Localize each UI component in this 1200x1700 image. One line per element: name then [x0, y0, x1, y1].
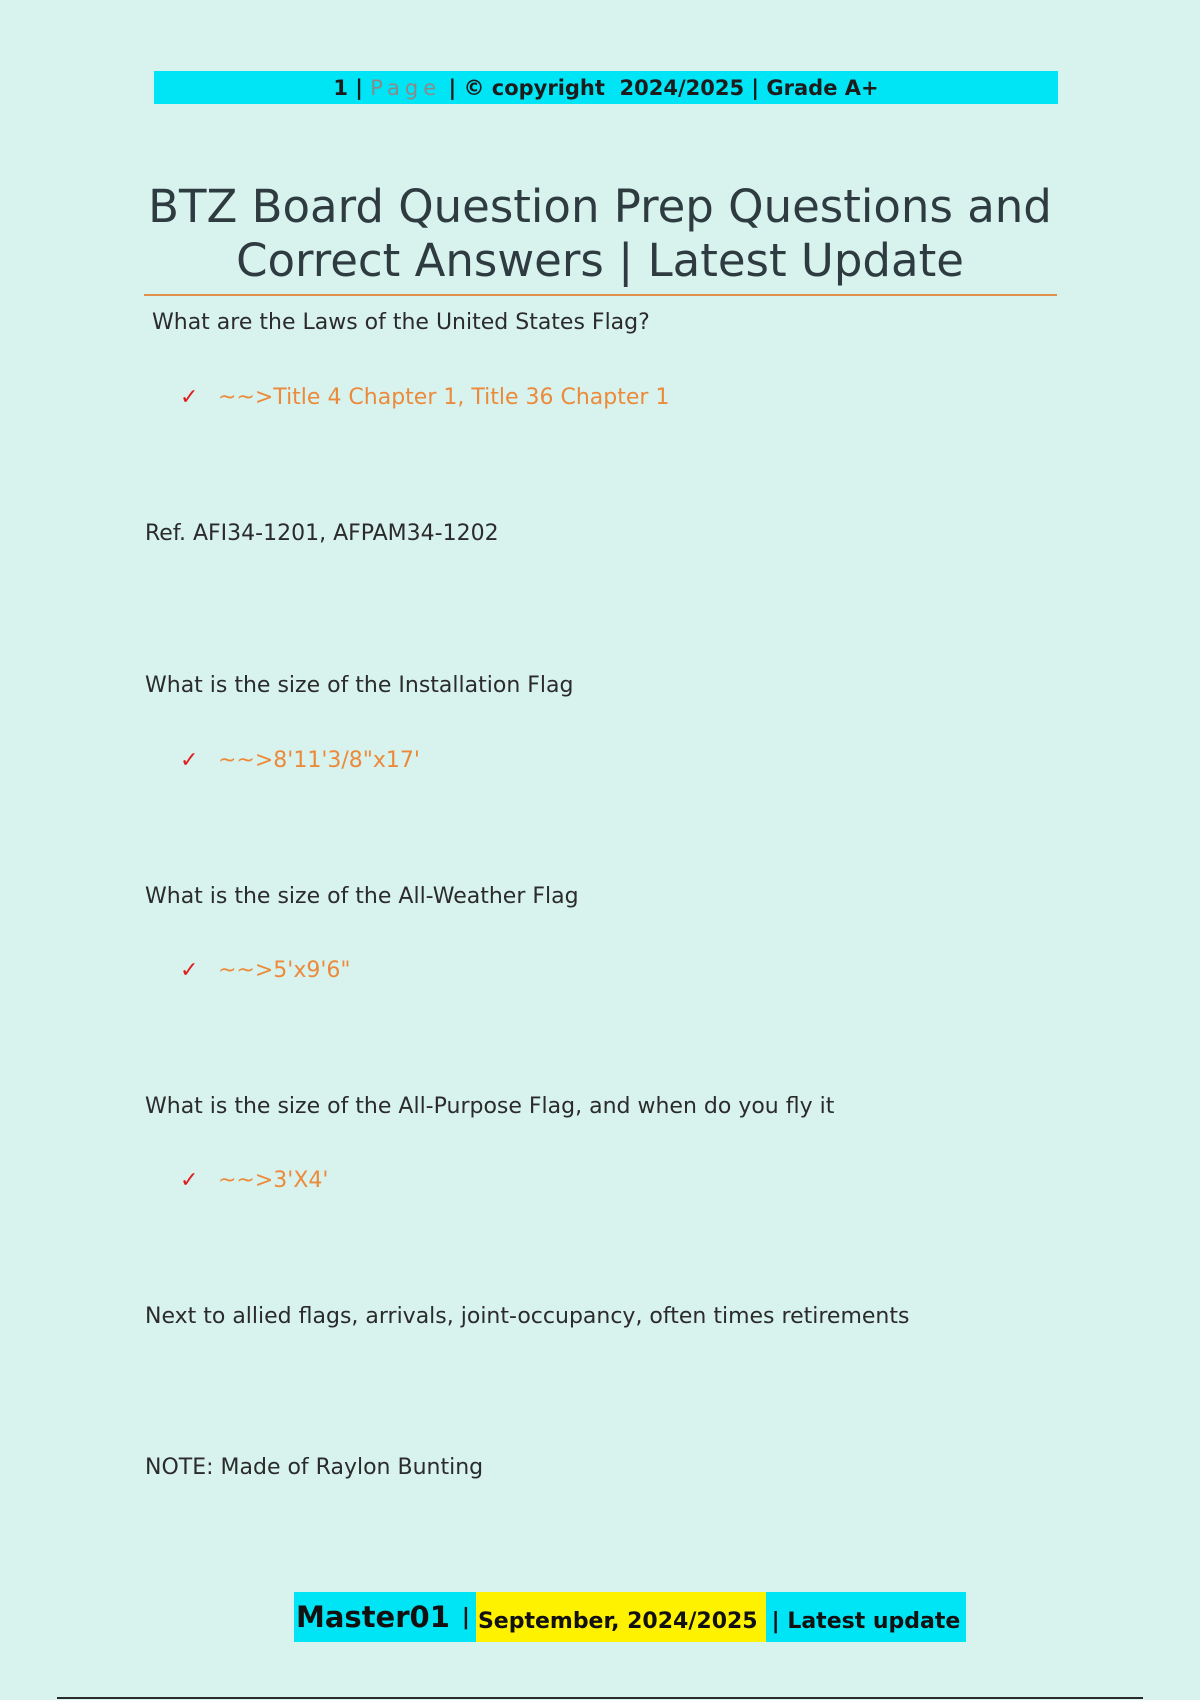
checkmark-icon: ✓: [180, 748, 199, 773]
answer-1: [180, 385, 669, 410]
checkmark-icon: ✓: [180, 1168, 199, 1193]
title-line-2: Correct Answers | Latest Update: [236, 234, 964, 287]
note-usage: Next to allied flags, arrivals, joint-occupancy, often times retirements: [145, 1304, 910, 1329]
note-material: NOTE: Made of Raylon Bunting: [145, 1455, 484, 1480]
header-separator: |: [348, 75, 371, 100]
footer-latest-update: | Latest update: [766, 1592, 967, 1642]
page-header: [154, 71, 1058, 104]
answer-4-text: ~~>3'X4': [218, 1168, 329, 1193]
header-grade: Grade A+: [766, 75, 879, 100]
footer-date: September, 2024/2025: [476, 1592, 766, 1642]
question-2: What is the size of the Installation Flag: [145, 673, 574, 698]
question-4: What is the size of the All-Purpose Flag, and when do you fly it: [145, 1094, 835, 1119]
question-1: What are the Laws of the United States Flag?: [152, 310, 650, 335]
answer-4: [180, 1168, 328, 1193]
footer-author: Master01: [294, 1592, 456, 1642]
header-page-number: 1: [333, 75, 348, 100]
checkmark-icon: ✓: [180, 385, 199, 410]
title-underline: [144, 294, 1057, 296]
title-line-1: BTZ Board Question Prep Questions and: [148, 180, 1052, 233]
footer-separator: |: [456, 1592, 476, 1642]
header-separator: |: [441, 75, 464, 100]
bottom-divider: [57, 1697, 1143, 1699]
answer-2-text: ~~>8'11'3/8"x17': [218, 748, 420, 773]
header-separator: |: [744, 75, 767, 100]
reference-line: Ref. AFI34-1201, AFPAM34-1202: [145, 521, 499, 546]
answer-3-text: ~~>5'x9'6": [218, 958, 351, 983]
header-copyright: © copyright 2024/2025: [463, 75, 745, 100]
question-3: What is the size of the All-Weather Flag: [145, 884, 579, 909]
answer-3: [180, 958, 351, 983]
document-title: [144, 180, 1056, 288]
answer-1-text: ~~>Title 4 Chapter 1, Title 36 Chapter 1: [218, 385, 670, 410]
checkmark-icon: ✓: [180, 958, 199, 983]
page-footer: [294, 1592, 966, 1642]
header-page-word: Page: [370, 75, 442, 100]
answer-2: [180, 748, 420, 773]
